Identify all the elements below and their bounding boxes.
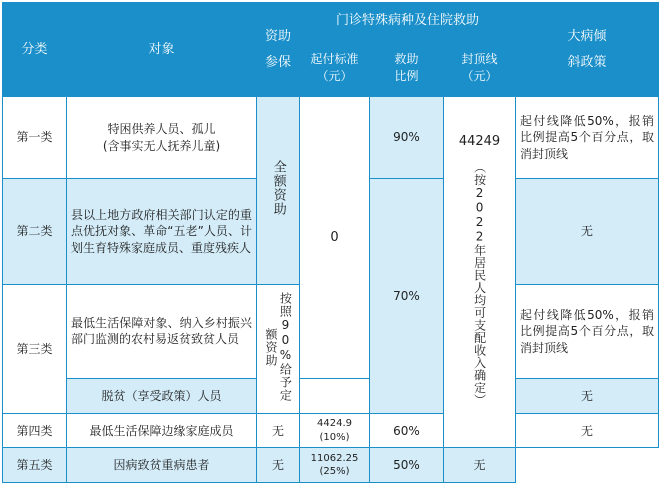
header-threshold [300, 39, 370, 97]
row2-category: 第二类 [3, 179, 67, 285]
row1-ratio: 90% [370, 97, 444, 179]
header-major [516, 3, 659, 97]
header-subsidy [257, 3, 300, 97]
row5-subsidy: 无 [257, 448, 300, 483]
row3-major-a: 起付线降低50%，报销比例提高5个百分点，取消封顶线 [516, 285, 659, 379]
threshold-zero-cell [300, 97, 370, 379]
row3-major-b: 无 [516, 378, 659, 413]
row2-target: 县以上地方政府相关部门认定的重点优抚对象、革命“五老”人员、计划生育特殊家庭成员、重度残疾人 [67, 179, 257, 285]
header-ratio-line1: 救助 [394, 52, 419, 67]
row5-ratio: 50% [370, 448, 444, 483]
row5-threshold-line1: 11062.25 [310, 452, 359, 464]
header-ratio-line2: 比例 [394, 68, 419, 83]
header-subsidy-line1: 资助 [264, 28, 291, 44]
row4-threshold-line2: (10%) [319, 431, 350, 443]
header-subsidy-line2: 参保 [264, 54, 291, 70]
header-category: 分类 [3, 3, 67, 97]
row1-target-line2: (含事实无人抚养儿童) [102, 138, 221, 153]
header-threshold-line1: 起付标准 [310, 52, 359, 67]
row3-subsidy-text: 按照90%给予定额资助 [264, 292, 293, 402]
row1-category: 第一类 [3, 97, 67, 179]
row5-target: 因病致贫重病患者 [67, 448, 257, 483]
row1-target-line1: 特困供养人员、孤儿 [107, 122, 216, 137]
row3-target-b: 脱贫（享受政策）人员 [67, 378, 257, 413]
header-outpatient: 门诊特殊病种及住院救助 [300, 3, 516, 39]
full-subsidy-text: 全额资助 [270, 160, 286, 217]
policy-table [2, 2, 659, 483]
row4-target: 最低生活保障边缘家庭成员 [67, 414, 257, 448]
row5-major: 无 [444, 448, 516, 483]
header-threshold-line2: （元） [316, 68, 353, 83]
row4-major: 无 [516, 414, 659, 448]
header-cap-line2: （元） [461, 68, 498, 83]
row3-target-a: 最低生活保障对象、纳入乡村振兴部门监测的农村易返贫致贫人员 [67, 285, 257, 379]
row3-subsidy-cell [257, 285, 300, 414]
row4-threshold-line1: 4424.9 [317, 418, 352, 430]
row4-ratio: 60% [370, 414, 444, 448]
row4-subsidy: 无 [257, 414, 300, 448]
header-major-line2: 斜政策 [567, 54, 607, 70]
row3-category: 第三类 [3, 285, 67, 414]
threshold-zero-text: 0 [330, 229, 339, 245]
row1-target [67, 97, 257, 179]
row1-major: 起付线降低50%，报销比例提高5个百分点，取消封顶线 [516, 97, 659, 179]
row3-threshold-blank [300, 378, 370, 413]
cap-note: （按2022年居民人均可支配收入确定） [472, 161, 487, 407]
cap-cell [444, 97, 516, 448]
row2-major: 无 [516, 179, 659, 285]
row5-category: 第五类 [3, 448, 67, 483]
ratio-70-cell: 70% [370, 179, 444, 414]
row4-threshold [300, 414, 370, 448]
row5-threshold-line2: (25%) [319, 466, 350, 478]
header-major-line1: 大病倾 [567, 28, 607, 44]
header-cap-line1: 封顶线 [461, 52, 498, 67]
full-subsidy-cell [257, 97, 300, 285]
row4-category: 第四类 [3, 414, 67, 448]
row5-threshold [300, 448, 370, 483]
header-ratio [370, 39, 444, 97]
cap-value: 44249 [458, 134, 501, 150]
header-cap [444, 39, 516, 97]
header-target: 对象 [67, 3, 257, 97]
